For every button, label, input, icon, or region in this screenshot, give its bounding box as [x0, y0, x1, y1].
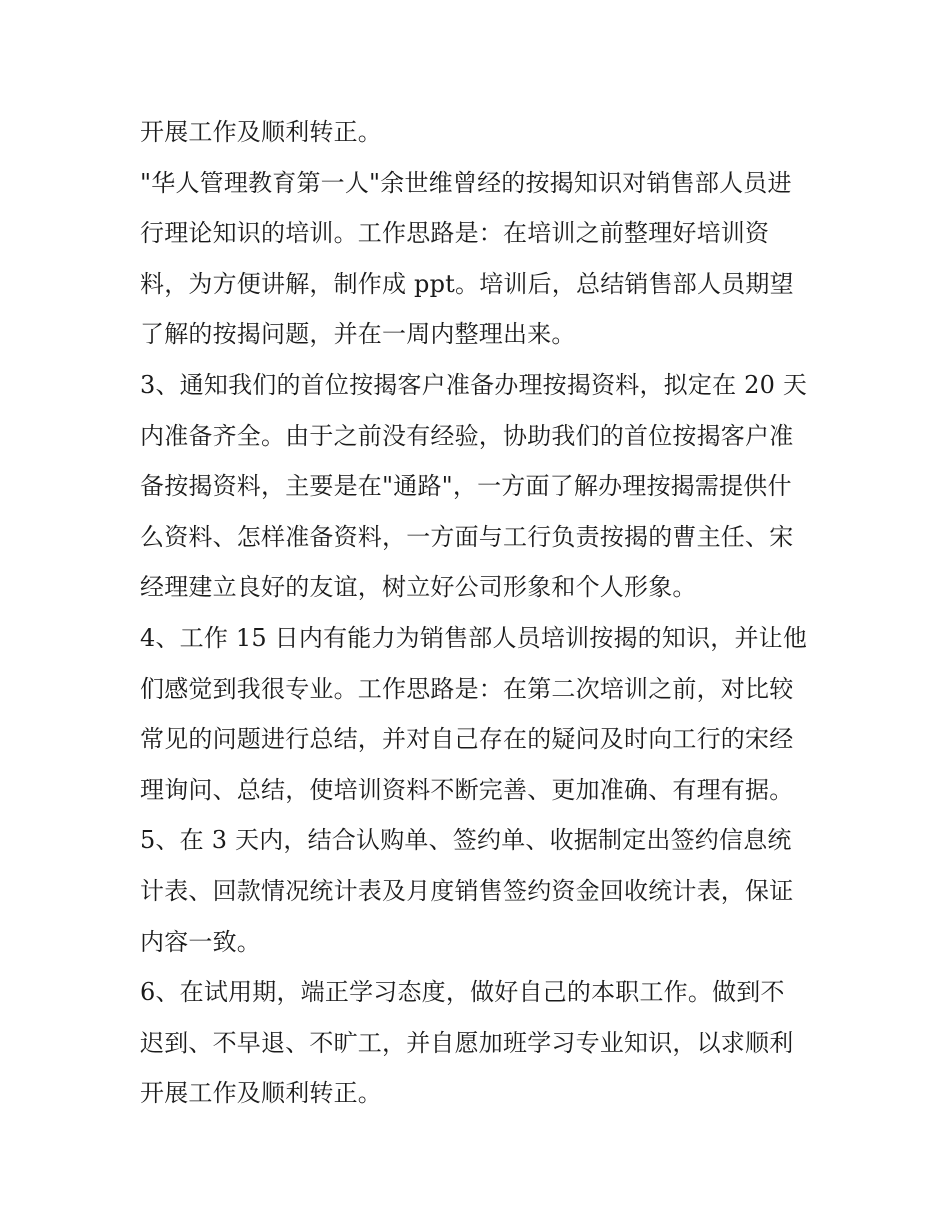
text-line: 计表、回款情况统计表及月度销售签约资金回收统计表，保证 [140, 876, 794, 905]
text-line: 内容一致。 [140, 927, 261, 956]
text-line: 行理论知识的培训。工作思路是：在培训之前整理好培训资 [140, 219, 770, 248]
text-line: 3、通知我们的首位按揭客户准备办理按揭资料，拟定在 20 天 [140, 370, 808, 399]
text-line: 料，为方便讲解，制作成 ppt。培训后，总结销售部人员期望 [140, 269, 794, 298]
text-line: 常见的问题进行总结，并对自己存在的疑问及时向工行的宋经 [140, 725, 794, 754]
text-line: 内准备齐全。由于之前没有经验，协助我们的首位按揭客户准 [140, 421, 794, 450]
text-line: 4、工作 15 日内有能力为销售部人员培训按揭的知识，并让他 [140, 623, 808, 652]
text-line: 么资料、怎样准备资料，一方面与工行负责按揭的曹主任、宋 [140, 522, 794, 551]
text-line: 备按揭资料，主要是在"通路"，一方面了解办理按揭需提供什 [140, 472, 792, 501]
text-line: 迟到、不早退、不旷工，并自愿加班学习专业知识，以求顺利 [140, 1028, 794, 1057]
text-line: 们感觉到我很专业。工作思路是：在第二次培训之前，对比较 [140, 674, 794, 703]
text-line: 开展工作及顺利转正。 [140, 118, 382, 146]
text-line: "华人管理教育第一人"余世维曾经的按揭知识对销售部人员进 [140, 168, 792, 197]
text-line: 理询问、总结，使培训资料不断完善、更加准确、有理有据。 [140, 775, 794, 804]
text-line: 经理建立良好的友谊，树立好公司形象和个人形象。 [140, 573, 697, 602]
text-line: 5、在 3 天内，结合认购单、签约单、收据制定出签约信息统 [140, 826, 792, 855]
text-line: 了解的按揭问题，并在一周内整理出来。 [140, 320, 576, 349]
document-body [140, 107, 820, 1119]
text-line: 6、在试用期，端正学习态度，做好自己的本职工作。做到不 [140, 978, 785, 1007]
text-line: 开展工作及顺利转正。 [140, 1079, 382, 1108]
